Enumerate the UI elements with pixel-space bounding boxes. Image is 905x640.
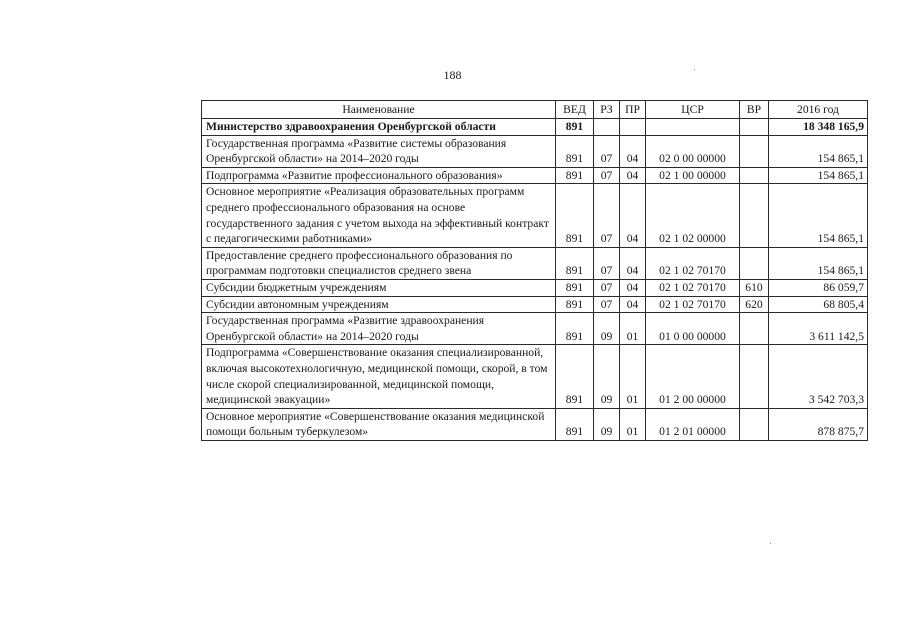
header-pr: ПР bbox=[620, 101, 646, 119]
row-ved: 891 bbox=[556, 184, 594, 247]
row-name: Субсидии автономным учреждениям bbox=[202, 296, 556, 313]
row-name: Государственная программа «Развитие здравоохранения Оренбургской области» на 2014–2020 годы bbox=[202, 313, 556, 345]
row-pr: 04 bbox=[620, 135, 646, 167]
row-amount: 86 059,7 bbox=[769, 279, 868, 296]
row-amount: 878 875,7 bbox=[769, 408, 868, 440]
budget-table bbox=[201, 100, 868, 441]
header-vr: ВР bbox=[740, 101, 769, 119]
page-number: 188 bbox=[443, 68, 462, 82]
row-rz: 07 bbox=[594, 279, 620, 296]
row-ved: 891 bbox=[556, 279, 594, 296]
row-rz: 09 bbox=[594, 313, 620, 345]
row-pr: 04 bbox=[620, 279, 646, 296]
row-ved: 891 bbox=[556, 345, 594, 408]
row-csr: 01 0 00 00000 bbox=[646, 313, 740, 345]
row-rz: 07 bbox=[594, 167, 620, 184]
row-name: Основное мероприятие «Реализация образовательных программ среднего профессионального образования на основе государственного задания с учетом выхода на эффективный контракт с педагогическими работниками» bbox=[202, 184, 556, 247]
row-vr bbox=[740, 345, 769, 408]
table-row bbox=[202, 408, 868, 440]
row-ved: 891 bbox=[556, 313, 594, 345]
row-vr bbox=[740, 313, 769, 345]
table-header-row bbox=[202, 101, 868, 119]
row-rz bbox=[594, 119, 620, 136]
table-row bbox=[202, 119, 868, 136]
row-vr: 610 bbox=[740, 279, 769, 296]
row-rz: 07 bbox=[594, 296, 620, 313]
header-name: Наименование bbox=[202, 101, 556, 119]
table-row bbox=[202, 135, 868, 167]
row-vr: 620 bbox=[740, 296, 769, 313]
row-rz: 07 bbox=[594, 184, 620, 247]
row-vr bbox=[740, 247, 769, 279]
row-amount: 154 865,1 bbox=[769, 184, 868, 247]
row-ved: 891 bbox=[556, 167, 594, 184]
header-ved: ВЕД bbox=[556, 101, 594, 119]
row-pr bbox=[620, 119, 646, 136]
row-name: Предоставление среднего профессионального образования по программам подготовки специалистов среднего звена bbox=[202, 247, 556, 279]
header-rz: РЗ bbox=[594, 101, 620, 119]
row-pr: 04 bbox=[620, 247, 646, 279]
row-csr: 01 2 00 00000 bbox=[646, 345, 740, 408]
row-csr: 02 1 02 70170 bbox=[646, 279, 740, 296]
header-csr: ЦСР bbox=[646, 101, 740, 119]
row-rz: 07 bbox=[594, 135, 620, 167]
scan-speck bbox=[694, 69, 695, 70]
row-vr bbox=[740, 135, 769, 167]
row-ved: 891 bbox=[556, 408, 594, 440]
row-name: Подпрограмма «Совершенствование оказания специализированной, включая высокотехнологичную, медицинской помощи, скорой, в том числе скорой специализированной, медицинской помощи, медицинской эвакуации» bbox=[202, 345, 556, 408]
table-row bbox=[202, 296, 868, 313]
row-csr: 01 2 01 00000 bbox=[646, 408, 740, 440]
row-ved: 891 bbox=[556, 135, 594, 167]
row-pr: 04 bbox=[620, 296, 646, 313]
row-amount: 18 348 165,9 bbox=[769, 119, 868, 136]
row-name: Основное мероприятие «Совершенствование оказания медицинской помощи больным туберкулезом» bbox=[202, 408, 556, 440]
row-ved: 891 bbox=[556, 296, 594, 313]
row-csr: 02 0 00 00000 bbox=[646, 135, 740, 167]
row-amount: 3 611 142,5 bbox=[769, 313, 868, 345]
row-vr bbox=[740, 119, 769, 136]
row-pr: 01 bbox=[620, 345, 646, 408]
row-name: Подпрограмма «Развитие профессионального образования» bbox=[202, 167, 556, 184]
row-amount: 3 542 703,3 bbox=[769, 345, 868, 408]
row-rz: 07 bbox=[594, 247, 620, 279]
row-rz: 09 bbox=[594, 408, 620, 440]
row-amount: 154 865,1 bbox=[769, 167, 868, 184]
row-vr bbox=[740, 167, 769, 184]
row-csr: 02 1 02 70170 bbox=[646, 296, 740, 313]
row-amount: 154 865,1 bbox=[769, 135, 868, 167]
row-csr: 02 1 02 70170 bbox=[646, 247, 740, 279]
table-row bbox=[202, 345, 868, 408]
row-pr: 01 bbox=[620, 313, 646, 345]
row-vr bbox=[740, 184, 769, 247]
row-vr bbox=[740, 408, 769, 440]
scan-speck bbox=[770, 543, 771, 544]
row-name: Государственная программа «Развитие системы образования Оренбургской области» на 2014–2020 годы bbox=[202, 135, 556, 167]
table-row bbox=[202, 313, 868, 345]
row-ved: 891 bbox=[556, 247, 594, 279]
row-amount: 68 805,4 bbox=[769, 296, 868, 313]
table-row bbox=[202, 279, 868, 296]
table-row bbox=[202, 247, 868, 279]
row-csr: 02 1 02 00000 bbox=[646, 184, 740, 247]
table-row bbox=[202, 167, 868, 184]
table-row bbox=[202, 184, 868, 247]
row-rz: 09 bbox=[594, 345, 620, 408]
row-name: Субсидии бюджетным учреждениям bbox=[202, 279, 556, 296]
row-pr: 04 bbox=[620, 167, 646, 184]
row-pr: 04 bbox=[620, 184, 646, 247]
row-pr: 01 bbox=[620, 408, 646, 440]
row-ved: 891 bbox=[556, 119, 594, 136]
row-csr: 02 1 00 00000 bbox=[646, 167, 740, 184]
row-csr bbox=[646, 119, 740, 136]
row-name: Министерство здравоохранения Оренбургской области bbox=[202, 119, 556, 136]
header-year: 2016 год bbox=[769, 101, 868, 119]
row-amount: 154 865,1 bbox=[769, 247, 868, 279]
